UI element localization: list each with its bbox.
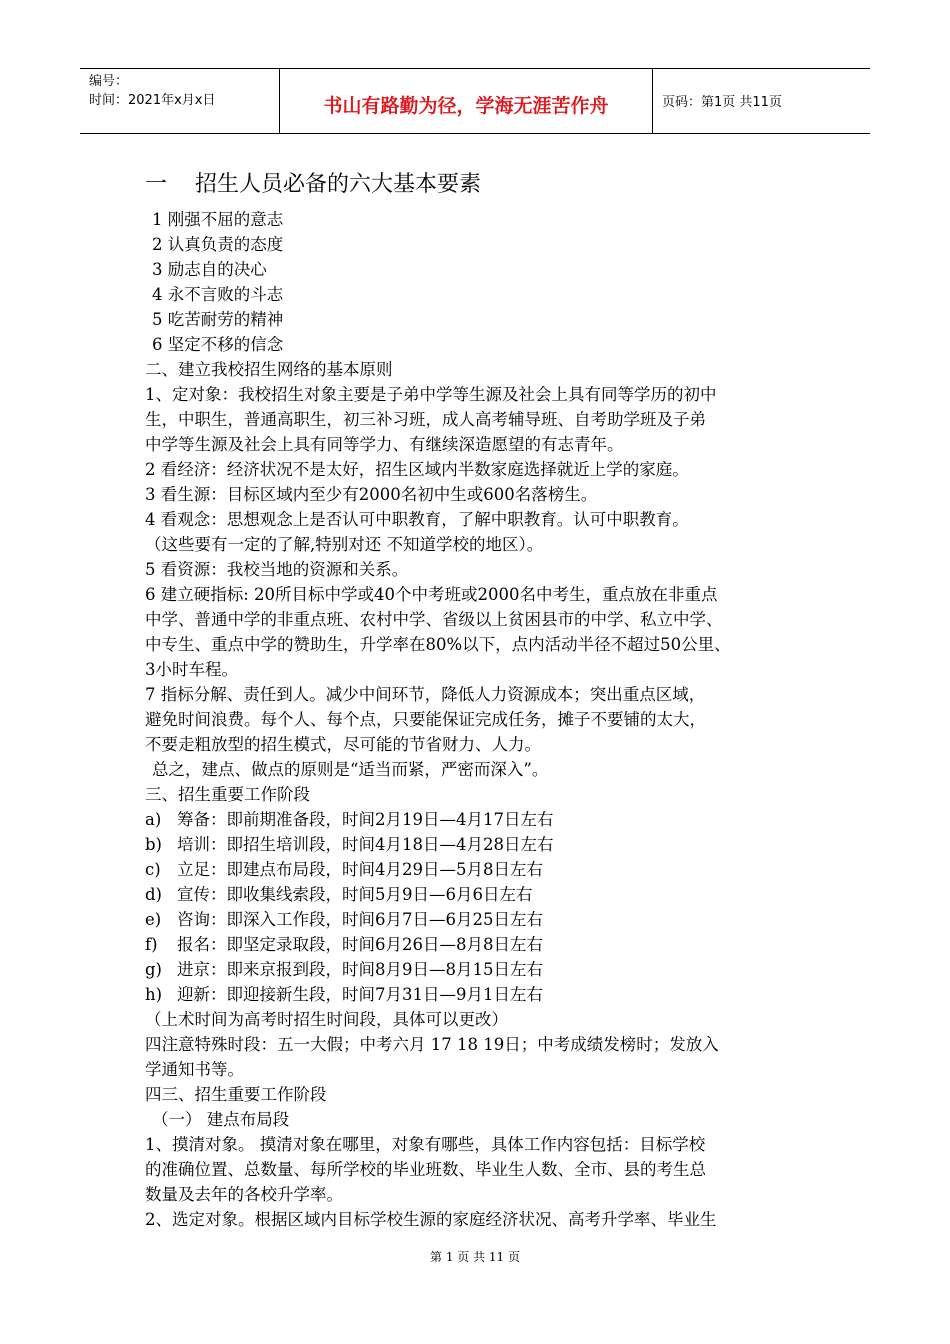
body-line: 不要走粗放型的招生模式，尽可能的节省财力、人力。 bbox=[145, 735, 541, 754]
stage-text: 宣传：即收集线索段，时间5月9日—6月6日左右 bbox=[177, 885, 533, 904]
body-line: 1、摸清对象。 摸清对象在哪里，对象有哪些，具体工作内容包括：目标学校 bbox=[145, 1135, 706, 1154]
element-item: 5 吃苦耐劳的精神 bbox=[152, 310, 284, 329]
body-line: 中学等生源及社会上具有同等学力、有继续深造愿望的有志青年。 bbox=[145, 435, 624, 454]
doc-number-label: 编号： bbox=[89, 74, 129, 89]
stage-text: 迎新：即迎接新生段，时间7月31日—9月1日左右 bbox=[177, 985, 543, 1004]
subsection-title: （一） 建点布局段 bbox=[152, 1110, 290, 1129]
section3-title: 三、招生重要工作阶段 bbox=[145, 785, 310, 804]
element-item: 6 坚定不移的信念 bbox=[152, 335, 284, 354]
stage-label: c) bbox=[145, 860, 161, 879]
body-line: 4 看观念：思想观念上是否认可中职教育，了解中职教育。认可中职教育。 bbox=[145, 510, 689, 529]
stage-text: 立足：即建点布局段，时间4月29日—5月8日左右 bbox=[177, 860, 543, 879]
body-line: 四注意特殊时段：五一大假；中考六月 17 18 19日；中考成绩发榜时；发放入 bbox=[145, 1035, 719, 1054]
main-title-text: 招生人员必备的六大基本要素 bbox=[195, 172, 482, 197]
header-motto: 书山有路勤为径，学海无涯苦作舟 bbox=[280, 69, 653, 133]
stage-label: a) bbox=[145, 810, 162, 829]
header-page-info: 页码：第1页 共11页 bbox=[662, 94, 782, 110]
element-item: 4 永不言败的斗志 bbox=[152, 285, 284, 304]
body-line: 3 看生源：目标区域内至少有2000名初中生或600名落榜生。 bbox=[145, 485, 598, 504]
body-line: （这些要有一定的了解,特别对还 不知道学校的地区）。 bbox=[145, 535, 544, 554]
body-line: 3小时车程。 bbox=[145, 660, 238, 679]
element-item: 3 励志自的决心 bbox=[152, 260, 267, 279]
section4-title: 四三、招生重要工作阶段 bbox=[145, 1085, 327, 1104]
stage-item bbox=[145, 882, 835, 907]
section2-title: 二、建立我校招生网络的基本原则 bbox=[145, 360, 393, 379]
body-line: 6 建立硬指标: 20所目标中学或40个中考班或2000名中考生，重点放在非重点 bbox=[145, 585, 718, 604]
main-title bbox=[145, 170, 835, 200]
stage-item bbox=[145, 807, 835, 832]
stage-label: b) bbox=[145, 835, 162, 854]
stage-label: e) bbox=[145, 910, 162, 929]
doc-date-label: 时间：2021年x月x日 bbox=[89, 93, 216, 108]
stage-item bbox=[145, 982, 835, 1007]
stage-label: h) bbox=[145, 985, 163, 1004]
stage-text: 报名：即坚定录取段，时间6月26日—8月8日左右 bbox=[177, 935, 543, 954]
body-line: 中专生、重点中学的赞助生，升学率在80%以下，点内活动半径不超过50公里、 bbox=[145, 635, 731, 654]
body-line: 中学、普通中学的非重点班、农村中学、省级以上贫困县市的中学、私立中学、 bbox=[145, 610, 723, 629]
body-line: 数量及去年的各校升学率。 bbox=[145, 1185, 343, 1204]
body-line: 7 指标分解、责任到人。减少中间环节，降低人力资源成本；突出重点区域， bbox=[145, 685, 706, 704]
stage-item bbox=[145, 857, 835, 882]
stage-item bbox=[145, 932, 835, 957]
summary-line: 总之，建点、做点的原则是“适当而紧，严密而深入”。 bbox=[152, 760, 549, 779]
body-line: 避免时间浪费。每个人、每个点，只要能保证完成任务，摊子不要铺的太大， bbox=[145, 710, 706, 729]
body-line: 5 看资源：我校当地的资源和关系。 bbox=[145, 560, 409, 579]
main-title-number: 一 bbox=[145, 172, 168, 197]
element-item: 2 认真负责的态度 bbox=[152, 235, 284, 254]
body-line: 学通知书等。 bbox=[145, 1060, 244, 1079]
page-header bbox=[80, 68, 870, 134]
stage-item bbox=[145, 832, 835, 857]
stage-text: 咨询：即深入工作段，时间6月7日—6月25日左右 bbox=[177, 910, 543, 929]
stage-text: 进京：即来京报到段，时间8月9日—8月15日左右 bbox=[177, 960, 543, 979]
header-meta bbox=[80, 69, 280, 133]
body-line: 2、选定对象。根据区域内目标学校生源的家庭经济状况、高考升学率、毕业生 bbox=[145, 1210, 717, 1229]
element-item: 1 刚强不屈的意志 bbox=[152, 210, 284, 229]
stage-text: 筹备：即前期准备段，时间2月19日—4月17日左右 bbox=[177, 810, 554, 829]
body-line: 的准确位置、总数量、每所学校的毕业班数、毕业生人数、全市、县的考生总 bbox=[145, 1160, 706, 1179]
stage-item bbox=[145, 957, 835, 982]
stage-label: g) bbox=[145, 960, 162, 979]
stage-label: f) bbox=[145, 935, 158, 954]
stage-item bbox=[145, 907, 835, 932]
stage-label: d) bbox=[145, 885, 162, 904]
body-line: 2 看经济：经济状况不是太好，招生区域内半数家庭选择就近上学的家庭。 bbox=[145, 460, 689, 479]
body-line: 生，中职生，普通高职生，初三补习班，成人高考辅导班、自考助学班及子弟 bbox=[145, 410, 706, 429]
page-footer: 第 1 页 共 11 页 bbox=[430, 1250, 520, 1264]
body-line: 1、定对象：我校招生对象主要是子弟中学等生源及社会上具有同等学历的初中 bbox=[145, 385, 717, 404]
stage-text: 培训：即招生培训段，时间4月18日—4月28日左右 bbox=[177, 835, 554, 854]
note-line: （上术时间为高考时招生时间段，具体可以更改） bbox=[145, 1010, 508, 1029]
document-body bbox=[145, 170, 835, 1232]
